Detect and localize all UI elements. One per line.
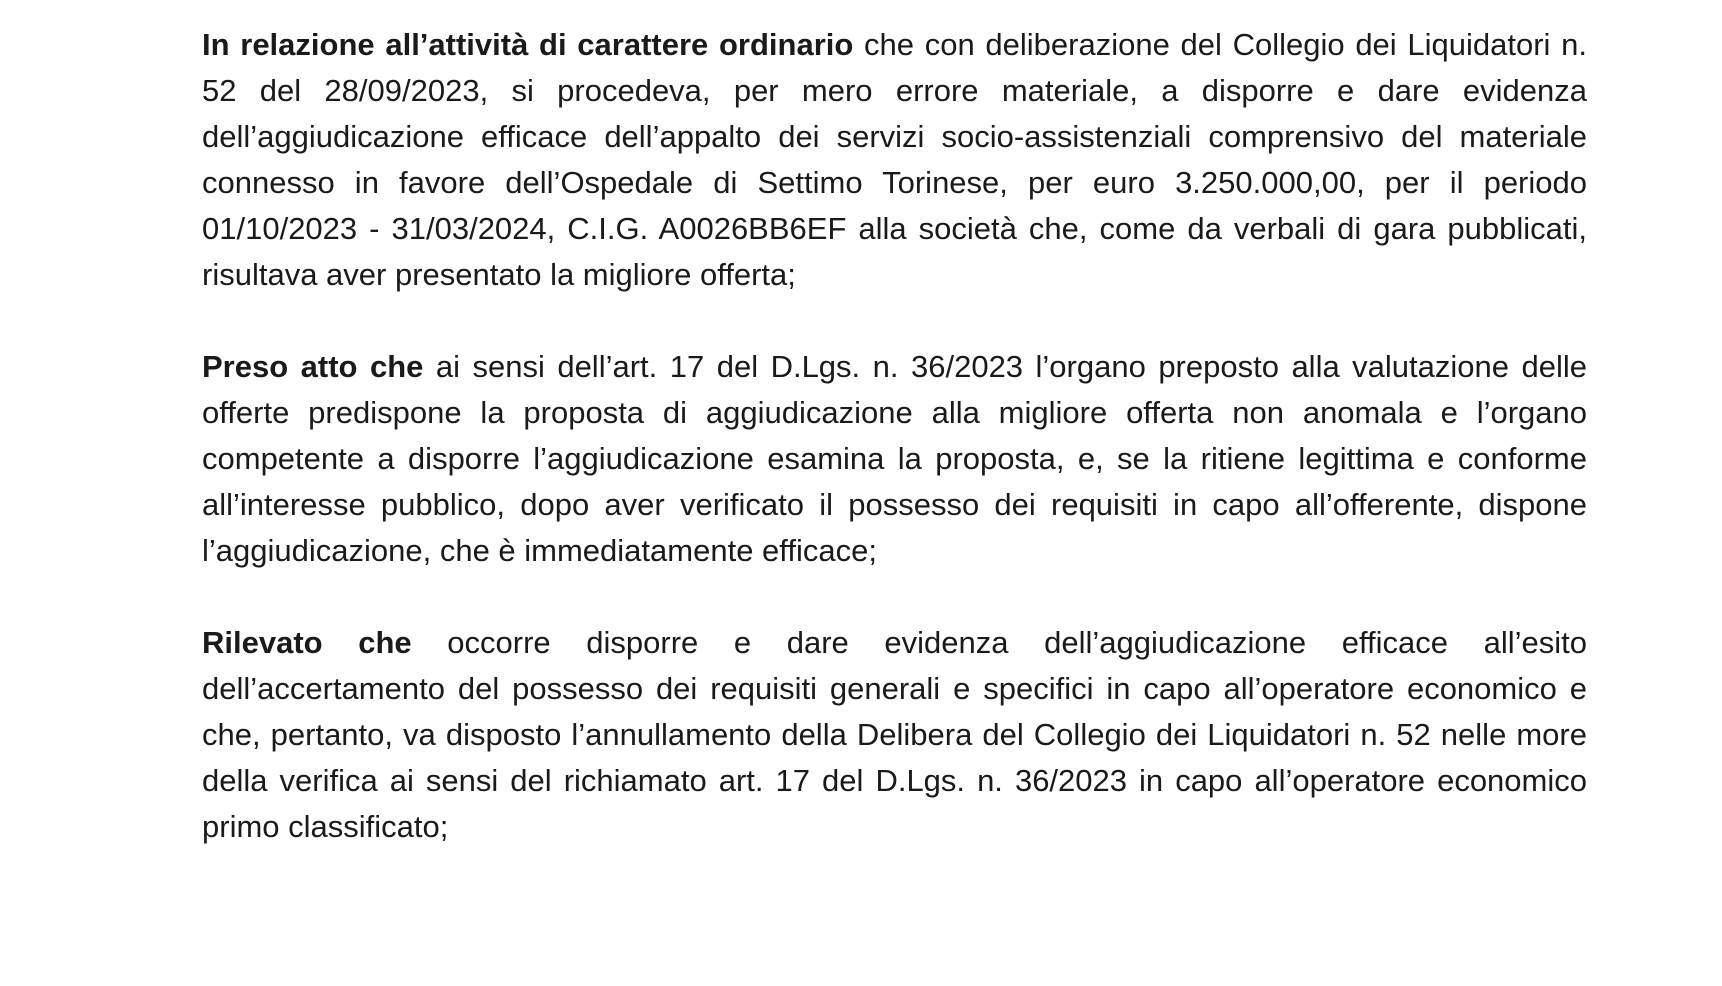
paragraph-rilevato — [202, 620, 1587, 850]
paragraph-attivita-ordinaria — [202, 22, 1587, 298]
paragraph-lead: In relazione all’attività di carattere ordinario — [202, 27, 854, 62]
paragraph-preso-atto — [202, 344, 1587, 574]
paragraph-text: occorre disporre e dare evidenza dell’aggiudicazione efficace all’esito dell’accertamento del possesso dei requisiti generali e specifici in capo all’operatore economico e che, pertanto, va disposto l’annullamento della Delibera del Collegio dei Liquidatori n. 52 nelle more della verifica ai sensi del richiamato art. 17 del D.Lgs. n. 36/2023 in capo all’operatore economico primo classificato; — [202, 625, 1587, 844]
document-body — [202, 22, 1587, 896]
paragraph-lead: Rilevato che — [202, 625, 412, 660]
paragraph-text: che con deliberazione del Collegio dei Liquidatori n. 52 del 28/09/2023, si procedeva, per mero errore materiale, a disporre e dare evidenza dell’aggiudicazione efficace dell’appalto dei servizi socio-assistenziali comprensivo del materiale connesso in favore dell’Ospedale di Settimo Torinese, per euro 3.250.000,00, per il periodo 01/10/2023 - 31/03/2024, C.I.G. A0026BB6EF alla società che, come da verbali di gara pubblicati, risultava aver presentato la migliore offerta; — [202, 27, 1587, 292]
paragraph-lead: Preso atto che — [202, 349, 424, 384]
paragraph-text: ai sensi dell’art. 17 del D.Lgs. n. 36/2023 l’organo preposto alla valutazione delle offerte predispone la proposta di aggiudicazione alla migliore offerta non anomala e l’organo competente a disporre l’aggiudicazione esamina la proposta, e, se la ritiene legittima e conforme all’interesse pubblico, dopo aver verificato il possesso dei requisiti in capo all’offerente, dispone l’aggiudicazione, che è immediatamente efficace; — [202, 349, 1587, 568]
